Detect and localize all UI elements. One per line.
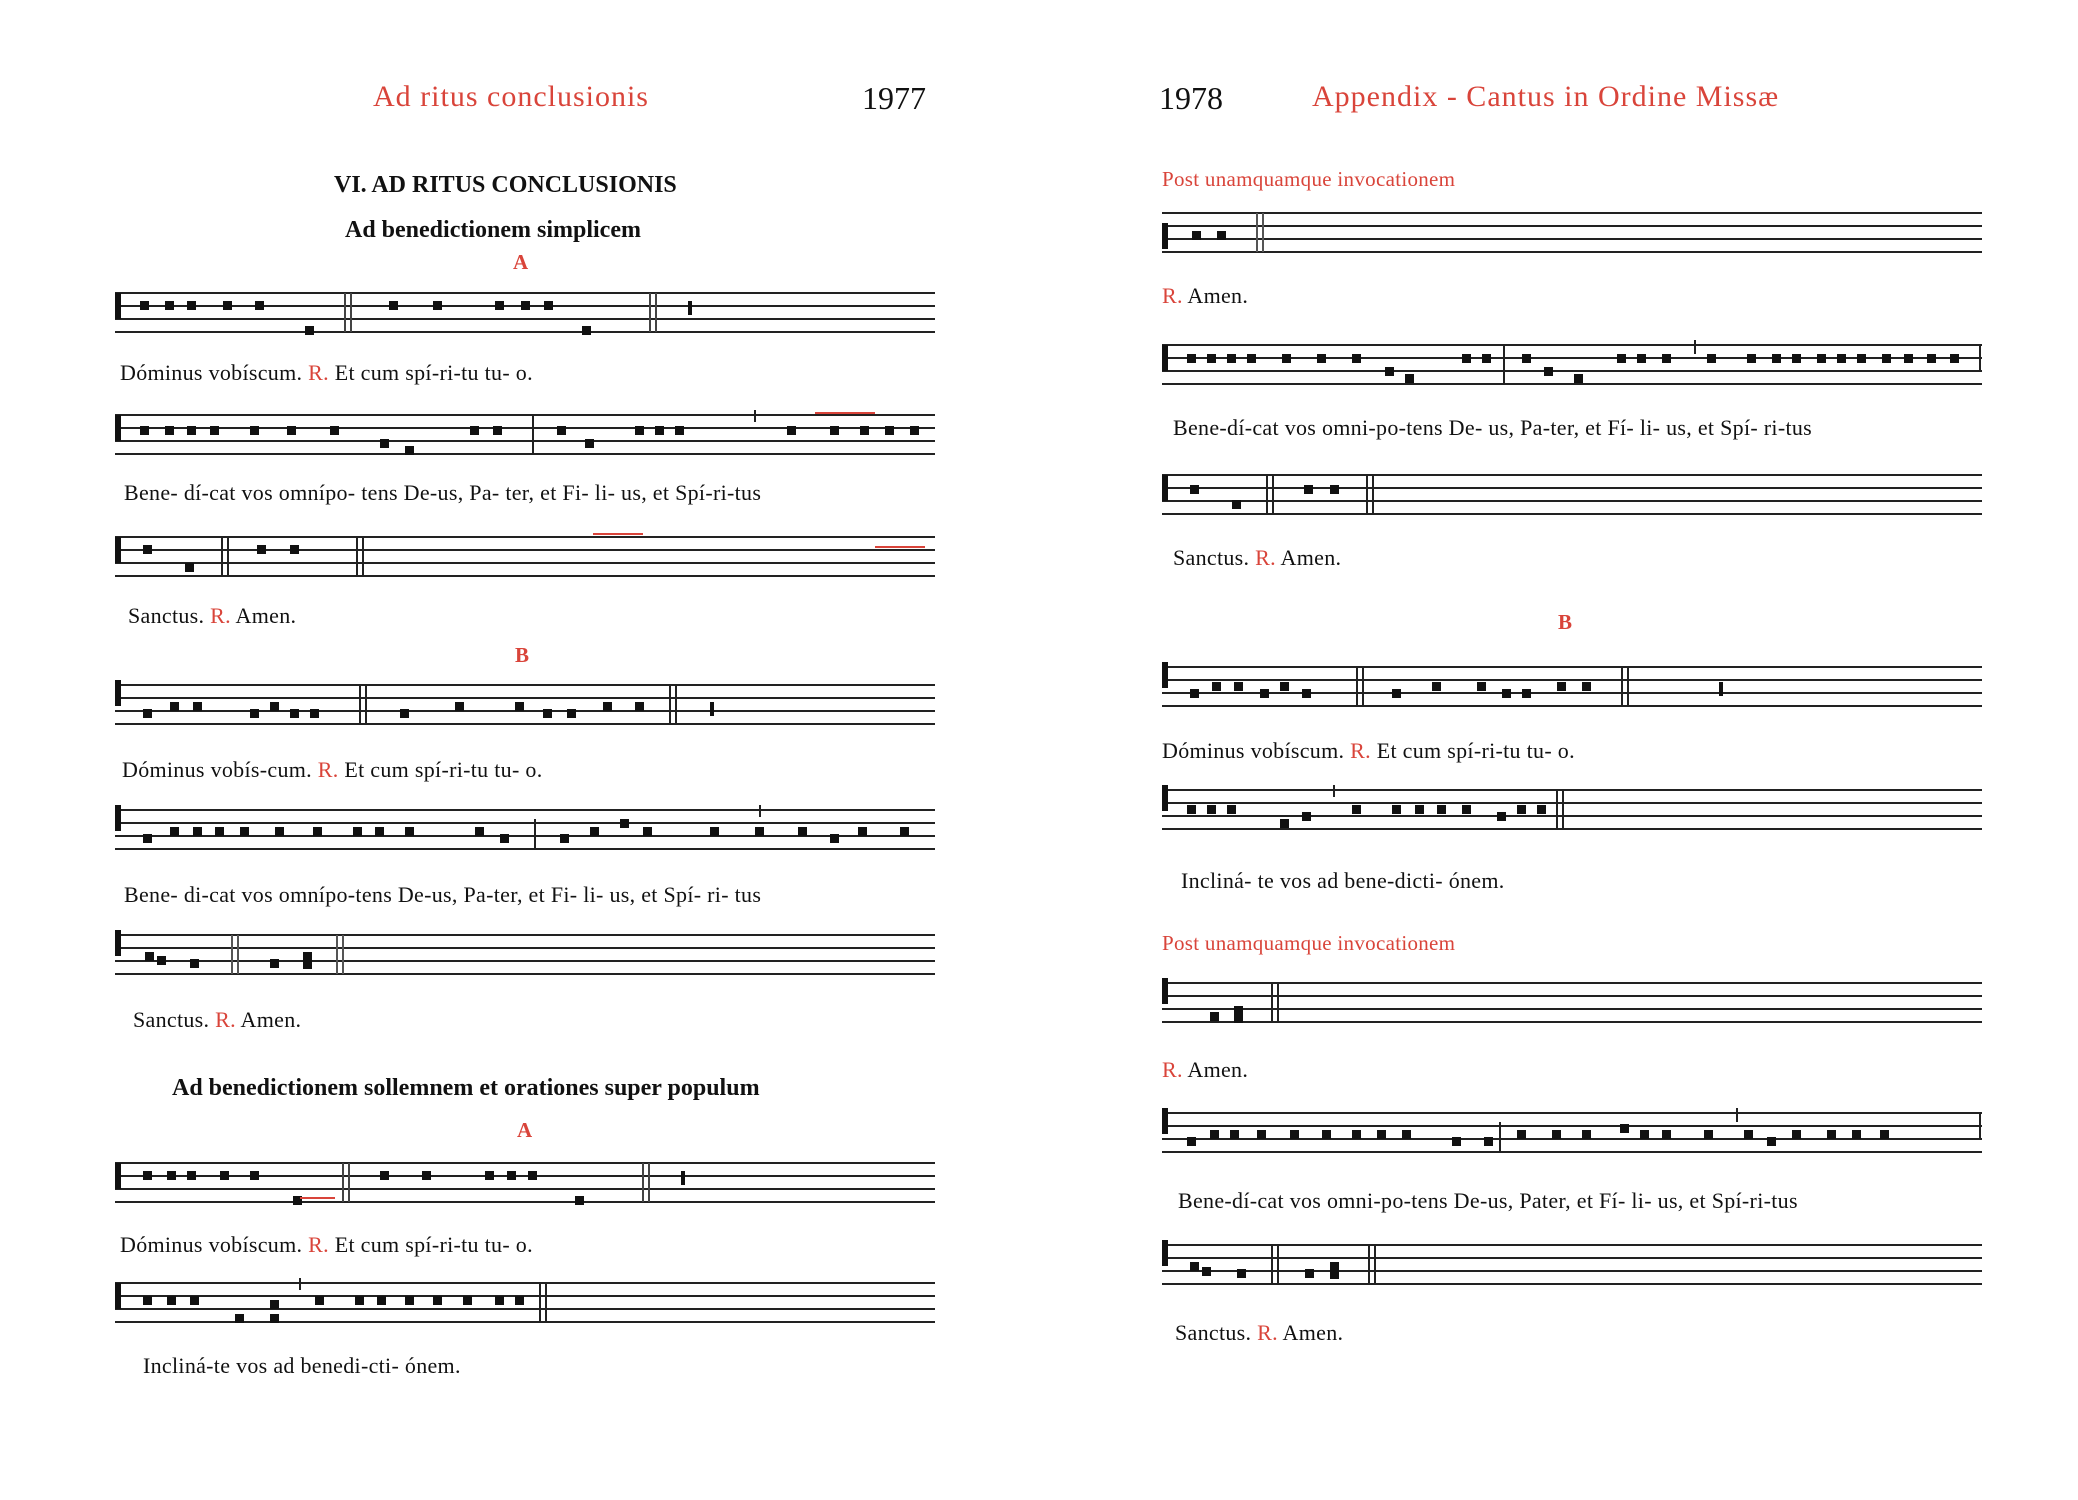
chant-staff [1162, 208, 1982, 268]
chant-staff [1162, 1108, 1982, 1168]
lyric-line: Dóminus vobíscum. R. Et cum spí-ri-tu tu- o. [120, 360, 533, 385]
chant-staff [1162, 340, 1982, 400]
lyric-line: Dóminus vobíscum. R. Et cum spí-ri-tu tu- o. [1162, 738, 1575, 763]
lyric-line: Incliná-te vos ad benedi-cti- ónem. [143, 1353, 461, 1378]
lyric-line: Dóminus vobís-cum. R. Et cum spí-ri-tu tu- o. [122, 757, 543, 782]
lyric-line: R. Amen. [1162, 283, 1249, 308]
variant-label: B [515, 643, 530, 667]
lyric-line: Sanctus. R. Amen. [128, 603, 297, 628]
chant-staff [1162, 978, 1982, 1038]
variant-label: B [1558, 610, 1573, 634]
page-number: 1978 [1159, 80, 1223, 116]
subsection-title: Ad benedictionem sollemnem et orationes super populum [172, 1075, 760, 1101]
chant-staff [115, 288, 935, 348]
lyric-line: Bene-dí-cat vos omni-po-tens De- us, Pa-ter, et Fí- li- us, et Spí- ri-tus [1173, 415, 1813, 440]
section-title: VI. AD RITUS CONCLUSIONIS [334, 172, 677, 198]
variant-label: A [517, 1118, 533, 1142]
chant-staff [1162, 785, 1982, 845]
subsection-title: Ad benedictionem simplicem [345, 217, 641, 243]
lyric-line: Bene-dí-cat vos omni-po-tens De-us, Pater, et Fí- li- us, et Spí-ri-tus [1178, 1188, 1798, 1213]
running-title: Ad ritus conclusionis [373, 80, 649, 113]
lyric-line: Bene- dí-cat vos omnípo- tens De-us, Pa- ter, et Fi- li- us, et Spí-ri-tus [124, 480, 762, 505]
chant-staff [1162, 1240, 1982, 1300]
chant-staff [1162, 470, 1982, 530]
lyric-line: Incliná- te vos ad bene-dicti- ónem. [1181, 868, 1505, 893]
running-title: Appendix - Cantus in Ordine Missæ [1312, 80, 1780, 113]
rubric: Post unamquamque invocationem [1162, 931, 1456, 955]
chant-staff [115, 680, 935, 740]
response-symbol: R. [308, 360, 329, 385]
right-page [1039, 0, 2078, 1500]
lyric-line: Sanctus. R. Amen. [133, 1007, 302, 1032]
lyric-line: Sanctus. R. Amen. [1175, 1320, 1344, 1345]
chant-staff [115, 1278, 935, 1338]
chant-staff [1162, 662, 1982, 722]
chant-staff [115, 930, 935, 990]
variant-label: A [513, 250, 529, 274]
lyric-line: Sanctus. R. Amen. [1173, 545, 1342, 570]
lyric-line: Dóminus vobíscum. R. Et cum spí-ri-tu tu- o. [120, 1232, 533, 1257]
page-number: 1977 [862, 80, 926, 116]
clef-icon [115, 293, 121, 319]
lyric-line: R. Amen. [1162, 1057, 1249, 1082]
chant-staff [115, 410, 935, 470]
chant-staff [115, 1158, 935, 1218]
rubric: Post unamquamque invocationem [1162, 167, 1456, 191]
lyric-line: Bene- di-cat vos omnípo-tens De-us, Pa-ter, et Fi- li- us, et Spí- ri- tus [124, 882, 762, 907]
chant-staff [115, 805, 935, 865]
chant-staff [115, 532, 935, 592]
